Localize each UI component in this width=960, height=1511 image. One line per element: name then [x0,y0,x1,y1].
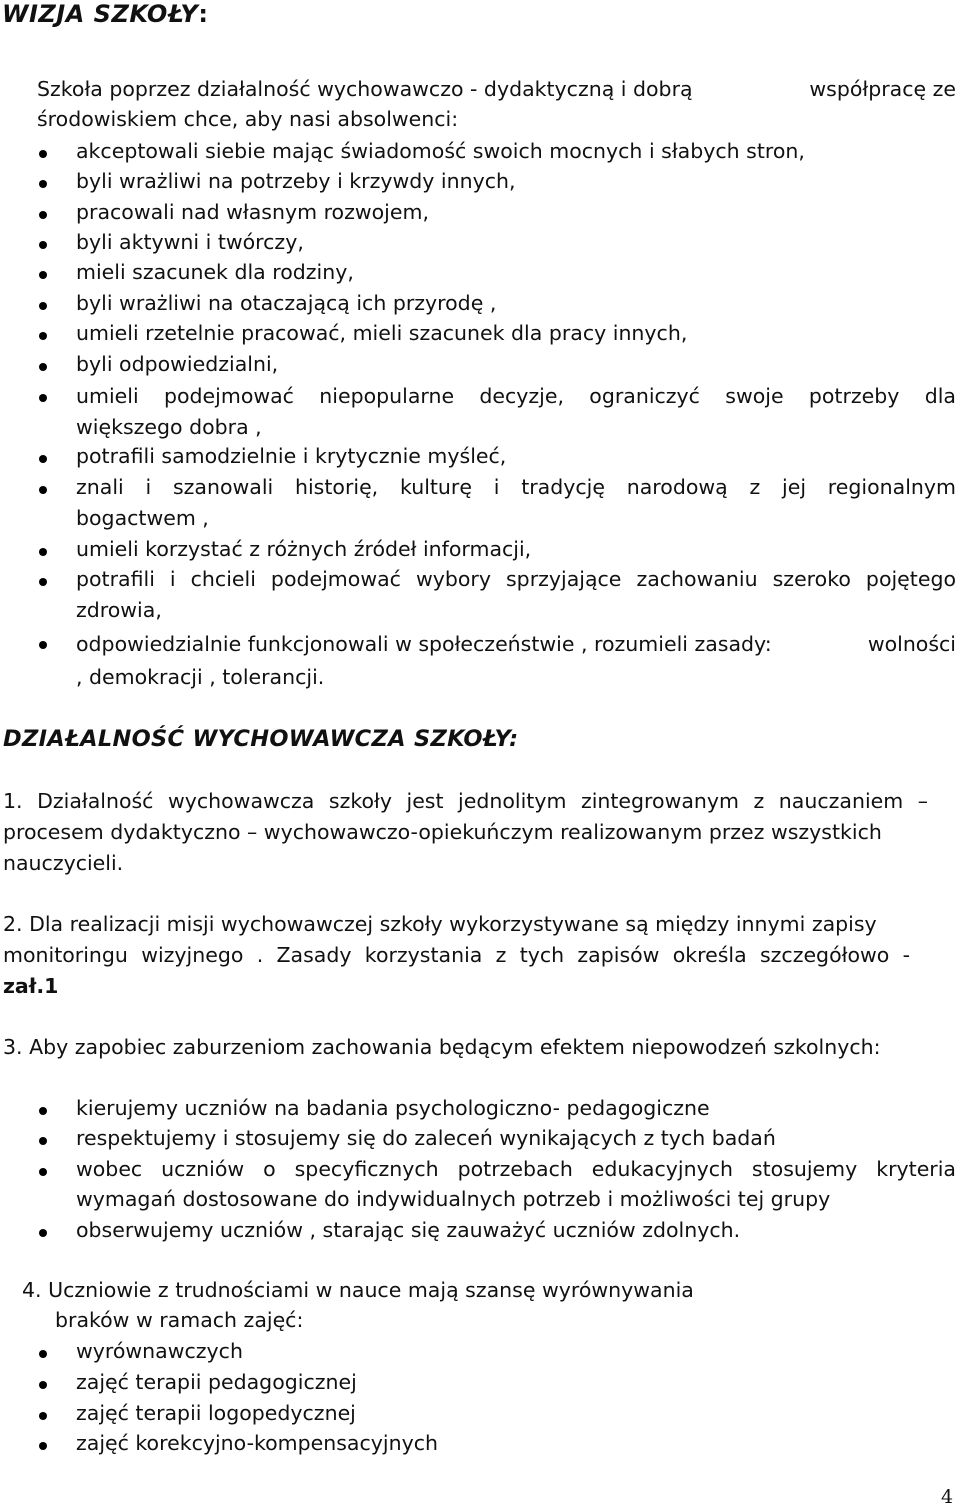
vision-item-right: wolności [867,632,956,656]
vision-item-left: odpowiedzialnie funkcjonowali w społeczeństwie , rozumieli zasady: [76,632,772,656]
bullet-icon [39,180,47,188]
bullet-icon [39,332,47,340]
bullet-icon [39,548,47,556]
p3-item-cont: wymagań dostosowane do indywidualnych potrzeb i możliwości tej grupy [76,1187,831,1211]
bullet-icon [39,641,47,649]
vision-item: mieli szacunek dla rodziny, [76,260,354,284]
bullet-icon [39,578,47,586]
bullet-icon [39,1381,47,1389]
intro-right: współpracę ze [809,77,956,101]
vision-item: umieli podejmować niepopularne decyzje, ograniczyć swoje potrzeby dla [76,384,956,408]
bullet-icon [39,486,47,494]
vision-item-cont: bogactwem , [76,506,209,530]
intro-left: Szkoła poprzez działalność wychowawczo - dydaktyczną i dobrą [37,77,693,101]
paragraph-3: 3. Aby zapobiec zaburzeniom zachowania będącym efektem niepowodzeń szkolnych: [3,1035,881,1059]
p4-item: zajęć terapii logopedycznej [76,1401,356,1425]
bullet-icon [39,1107,47,1115]
vision-item: umieli rzetelnie pracować, mieli szacunek dla pracy innych, [76,321,688,345]
bullet-icon [39,1442,47,1450]
paragraph-4-line: braków w ramach zajęć: [55,1308,304,1332]
paragraph-4-line: 4. Uczniowie z trudnościami w nauce mają szansę wyrównywania [22,1278,694,1302]
p3-item: obserwujemy uczniów , starając się zauważyć uczniów zdolnych. [76,1218,741,1242]
bullet-icon [39,455,47,463]
vision-item-cont: , demokracji , tolerancji. [76,665,325,689]
bullet-icon [39,150,47,158]
bullet-icon [39,271,47,279]
vision-intro-line2: środowiskiem chce, aby nasi absolwenci: [37,107,459,131]
bullet-icon [39,302,47,310]
bullet-icon [39,1350,47,1358]
p3-item: respektujemy i stosujemy się do zaleceń wynikających z tych badań [76,1126,776,1150]
vision-intro-line1 [37,74,956,104]
p4-item: zajęć terapii pedagogicznej [76,1370,357,1394]
p4-item: zajęć korekcyjno-kompensacyjnych [76,1431,438,1455]
bullet-icon [39,211,47,219]
paragraph-2-attachment: zał.1 [3,974,59,998]
page-number: 4 [941,1486,954,1508]
paragraph-2-line: monitoringu wizyjnego . Zasady korzystania z tych zapisów określa szczegółowo - [3,943,910,967]
p3-item: wobec uczniów o specyficznych potrzebach edukacyjnych stosujemy kryteria [76,1157,956,1181]
p3-item: kierujemy uczniów na badania psychologiczno- pedagogiczne [76,1096,710,1120]
vision-title-colon: : [198,0,209,28]
activity-title: DZIAŁALNOŚĆ WYCHOWAWCZA SZKOŁY: [3,726,519,752]
vision-title-text: WIZJA SZKOŁY [2,0,199,28]
bullet-icon [39,1137,47,1145]
bullet-icon [39,363,47,371]
vision-title [2,0,208,28]
vision-item: byli aktywni i twórczy, [76,230,304,254]
bullet-icon [39,1229,47,1237]
bullet-icon [39,241,47,249]
vision-item: byli odpowiedzialni, [76,352,279,376]
vision-item: potrafili i chcieli podejmować wybory sprzyjające zachowaniu szeroko pojętego [76,567,956,591]
paragraph-1-line: 1. Działalność wychowawcza szkoły jest jednolitym zintegrowanym z nauczaniem – [3,789,928,813]
bullet-icon [39,1168,47,1176]
vision-item: byli wrażliwi na otaczającą ich przyrodę , [76,291,497,315]
vision-item: umieli korzystać z różnych źródeł informacji, [76,537,532,561]
vision-item: pracowali nad własnym rozwojem, [76,200,429,224]
paragraph-1-line: procesem dydaktyczno – wychowawczo-opiekuńczym realizowanym przez wszystkich [3,820,882,844]
vision-item: znali i szanowali historię, kulturę i tradycję narodową z jej regionalnym [76,475,956,499]
p4-item: wyrównawczych [76,1339,243,1363]
paragraph-1-line: nauczycieli. [3,851,124,875]
vision-item: potrafili samodzielnie i krytycznie myśleć, [76,444,507,468]
bullet-icon [39,1412,47,1420]
vision-item-cont: większego dobra , [76,415,262,439]
paragraph-2-line: 2. Dla realizacji misji wychowawczej szkoły wykorzystywane są między innymi zapisy [3,912,877,936]
vision-item: byli wrażliwi na potrzeby i krzywdy innych, [76,169,516,193]
bullet-icon [39,394,47,402]
vision-item-cont: zdrowia, [76,598,162,622]
vision-item [76,629,956,659]
vision-item: akceptowali siebie mając świadomość swoich mocnych i słabych stron, [76,139,805,163]
